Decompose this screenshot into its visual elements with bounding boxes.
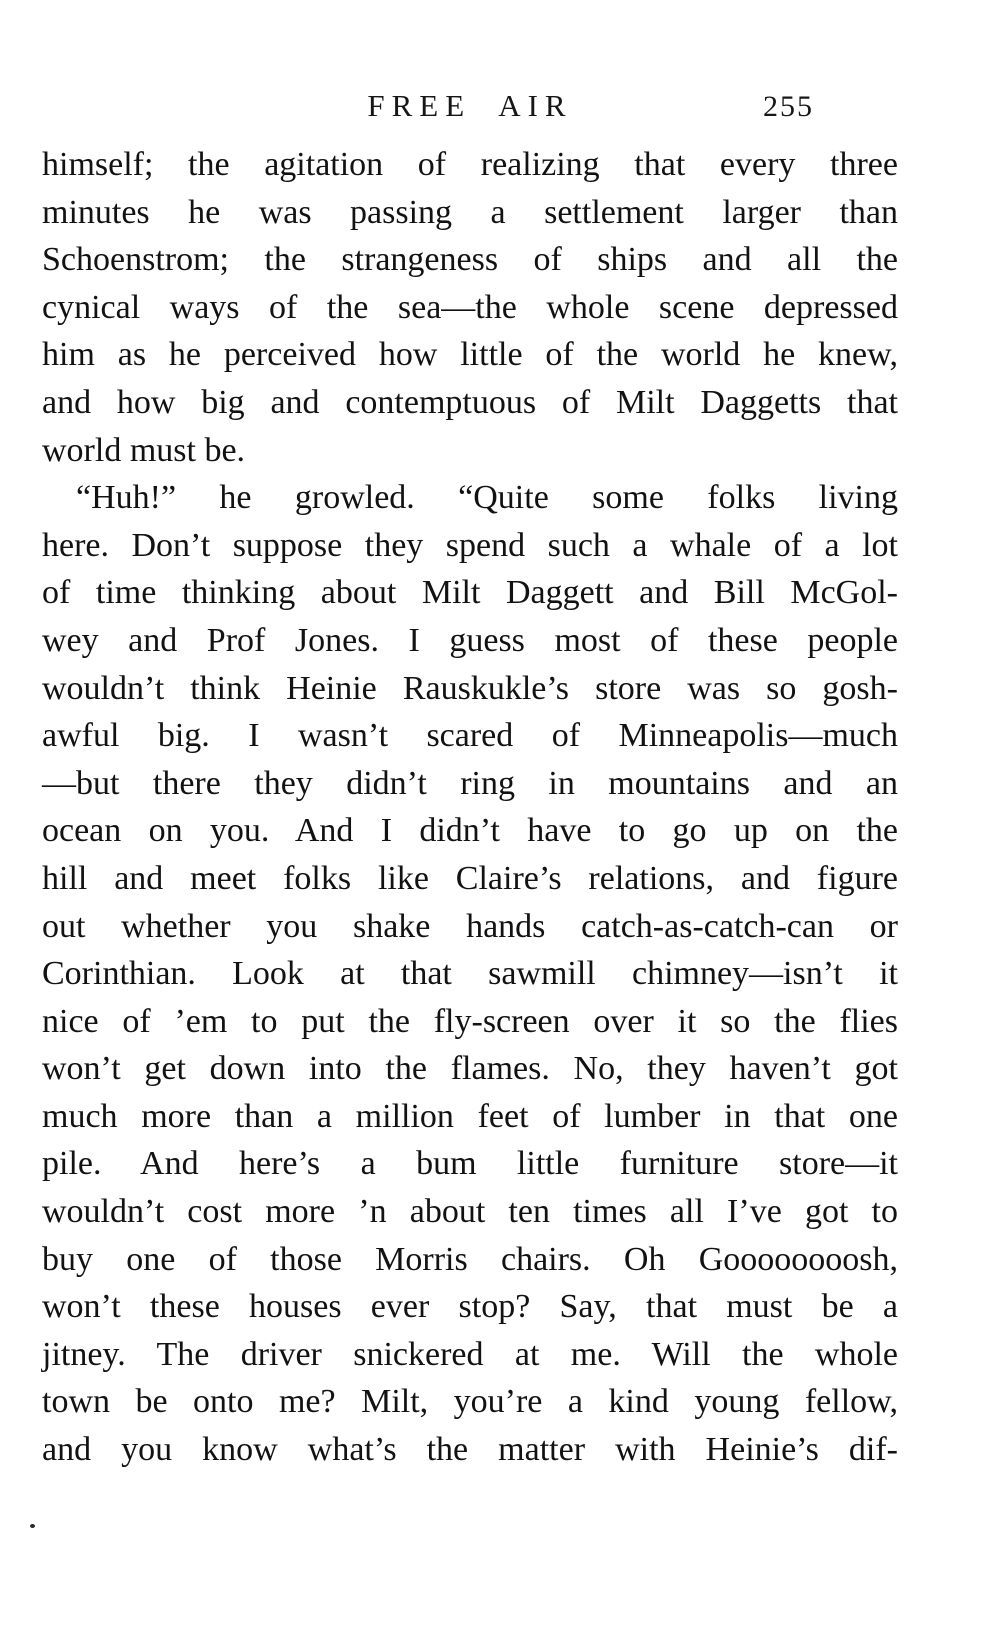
- text-line: wey and Prof Jones. I guess most of these people: [42, 621, 898, 659]
- text-line: “Huh!” he growled. “Quite some folks living: [76, 479, 898, 517]
- text-line: —but there they didn’t ring in mountains and an: [42, 764, 898, 802]
- text-line: cynical ways of the sea—the whole scene depressed: [42, 288, 898, 326]
- text-line: ocean on you. And I didn’t have to go up on the: [42, 812, 898, 850]
- text-line: won’t get down into the flames. No, they haven’t got: [42, 1050, 898, 1088]
- text-line: here. Don’t suppose they spend such a whale of a lot: [42, 526, 898, 564]
- text-line: nice of ’em to put the fly-screen over it so the flies: [42, 1002, 898, 1040]
- text-line: of time thinking about Milt Daggett and Bill McGol-: [42, 574, 898, 612]
- page-number: 255: [763, 90, 814, 123]
- text-line: out whether you shake hands catch-as-catch-can or: [42, 907, 898, 945]
- body-text: [42, 141, 898, 1474]
- text-line: Schoenstrom; the strangeness of ships and all the: [42, 241, 898, 279]
- text-line: himself; the agitation of realizing that every three: [42, 146, 898, 183]
- text-line: town be onto me? Milt, you’re a kind young fellow,: [42, 1383, 898, 1421]
- text-line: minutes he was passing a settlement larger than: [42, 193, 898, 231]
- text-line: buy one of those Morris chairs. Oh Goooooooosh,: [42, 1240, 898, 1278]
- text-line: much more than a million feet of lumber in that one: [42, 1097, 898, 1135]
- text-line: wouldn’t cost more ’n about ten times all I’ve got to: [42, 1193, 898, 1231]
- running-title: FREE AIR: [367, 88, 573, 123]
- text-line: pile. And here’s a bum little furniture store—it: [42, 1145, 898, 1183]
- text-line: and you know what’s the matter with Heinie’s dif-: [42, 1431, 898, 1469]
- text-line: hill and meet folks like Claire’s relations, and figure: [42, 859, 898, 897]
- stray-ink-dot: [30, 1524, 35, 1528]
- text-line: awful big. I wasn’t scared of Minneapolis—much: [42, 717, 898, 755]
- text-line: jitney. The driver snickered at me. Will the whole: [42, 1335, 898, 1373]
- text-line: world must be.: [42, 431, 246, 469]
- text-line: and how big and contemptuous of Milt Daggetts that: [42, 383, 898, 421]
- page-header: [42, 88, 898, 128]
- text-line: wouldn’t think Heinie Rauskukle’s store was so gosh-: [42, 669, 898, 707]
- text-line: Corinthian. Look at that sawmill chimney—isn’t it: [42, 955, 898, 993]
- text-line: him as he perceived how little of the world he knew,: [42, 336, 898, 374]
- text-line: won’t these houses ever stop? Say, that must be a: [42, 1288, 898, 1326]
